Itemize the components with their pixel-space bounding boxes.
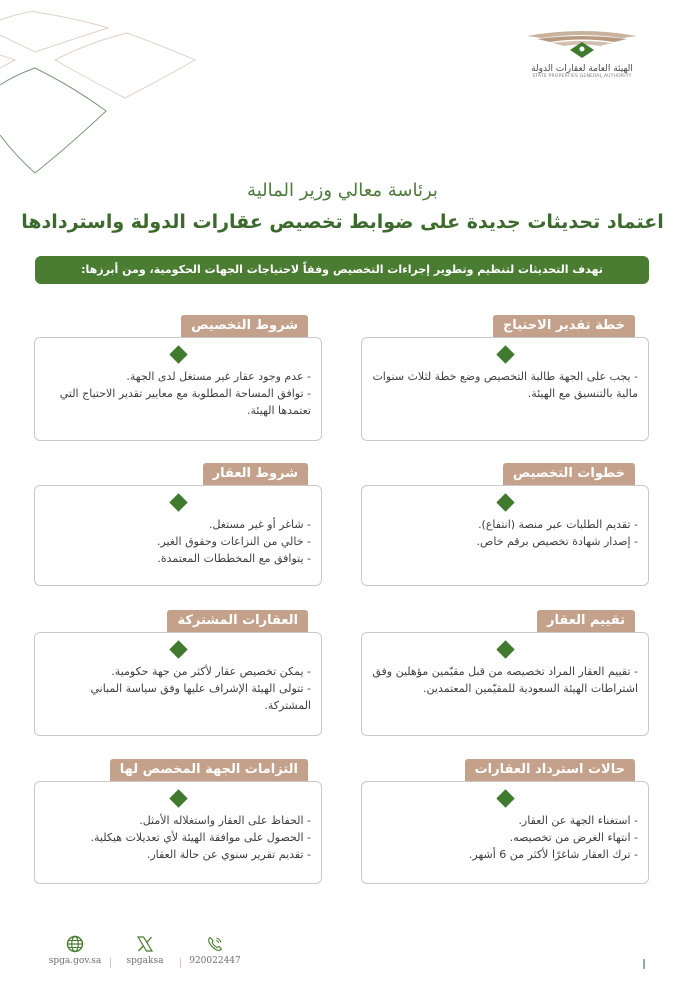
logo-name-ar: الهيئة العامة لعقارات الدولة [531, 64, 633, 74]
phone-link[interactable] [180, 935, 250, 966]
card-allocation-steps [361, 463, 649, 586]
card-recovery-cases [361, 759, 649, 884]
list-item: - انتهاء الغرض من تخصيصه. [509, 831, 638, 844]
card-title: شروط التخصيص [181, 315, 308, 337]
list-item: - تقديم تقرير سنوي عن حالة العقار. [146, 848, 311, 861]
card-items [370, 812, 638, 863]
card-items [370, 663, 638, 697]
phone-icon [206, 935, 224, 953]
card-items [370, 368, 638, 402]
x-handle-text: spgaksa [126, 956, 164, 966]
page-title: اعتماد تحديثات جديدة على ضوابط تخصيص عقارات الدولة واستردادها [21, 211, 664, 233]
list-item: - تقديم الطلبات عبر منصة (انتفاع). [478, 518, 638, 531]
card-body [361, 781, 649, 884]
list-item: - ترك العقار شاغرًا لأكثر من 6 أشهر. [468, 848, 638, 861]
list-item: - توافق المساحة المطلوبة مع معايير تقدير الاحتياج التي تعتمدها الهيئة. [59, 387, 311, 417]
x-logo-icon [136, 935, 154, 953]
list-item: - الحصول على موافقة الهيئة لأي تعديلات هيكلية. [90, 831, 311, 844]
page-marker [643, 959, 645, 969]
card-body [34, 485, 322, 586]
intro-banner: تهدف التحديثات لتنظيم وتطوير إجراءات التخصيص وفقاً لاحتياجات الجهات الحكومية، ومن أبرزها: [35, 256, 649, 284]
card-body [361, 337, 649, 441]
list-item: - عدم وجود عقار غير مستغل لدى الجهة. [126, 370, 311, 383]
decorative-outlines-wrapper [0, 0, 260, 180]
list-item: - استغناء الجهة عن العقار. [518, 814, 638, 827]
card-title: خطة تقدير الاحتياج [493, 315, 635, 337]
diamond-icon [496, 640, 514, 658]
website-text: spga.gov.sa [48, 956, 102, 966]
contact-footer [40, 935, 260, 975]
list-item: - إصدار شهادة تخصيص برقم خاص. [476, 535, 638, 548]
list-item: - تقييم العقار المراد تخصيصه من قبل مقيّمين مؤهلين وفق اشتراطات الهيئة السعودية للمقيّمين المعتمدين. [372, 665, 638, 695]
diamond-icon [169, 789, 187, 807]
diamond-icon [169, 640, 187, 658]
card-property-valuation [361, 610, 649, 736]
card-property-conditions [34, 463, 322, 586]
globe-icon [66, 935, 84, 953]
card-title: خطوات التخصيص [503, 463, 635, 485]
card-title: التزامات الجهة المخصص لها [110, 759, 308, 781]
card-title: حالات استرداد العقارات [465, 759, 635, 781]
list-item: - يتوافق مع المخططات المعتمدة. [157, 552, 311, 565]
card-body [361, 485, 649, 586]
card-title: العقارات المشتركة [167, 610, 308, 632]
card-items [43, 516, 311, 567]
website-link[interactable] [40, 935, 110, 966]
card-title: شروط العقار [203, 463, 308, 485]
card-items [43, 368, 311, 419]
card-need-plan [361, 315, 649, 441]
diamond-icon [496, 789, 514, 807]
card-allocation-conditions [34, 315, 322, 441]
decorative-diamond-outlines [0, 0, 260, 180]
card-items [43, 663, 311, 714]
spga-logo [517, 28, 647, 79]
list-item: - يمكن تخصيص عقار لأكثر من جهة حكومية. [111, 665, 311, 678]
card-body [34, 337, 322, 441]
card-shared-properties [34, 610, 322, 736]
diamond-icon [169, 493, 187, 511]
card-items [370, 516, 638, 550]
list-item: - يجب على الجهة طالبة التخصيص وضع خطة لثلاث سنوات مالية بالتنسيق مع الهيئة. [372, 370, 638, 400]
diamond-icon [496, 493, 514, 511]
phone-text: 920022447 [189, 956, 241, 966]
diamond-icon [169, 345, 187, 363]
card-body [34, 781, 322, 884]
page-subtitle: برئاسة معالي وزير المالية [247, 180, 438, 201]
list-item: - الحفاظ على العقار واستغلاله الأمثل. [139, 814, 311, 827]
list-item: - شاغر أو غير مستغل. [208, 518, 311, 531]
spga-emblem-icon [522, 28, 642, 58]
card-items [43, 812, 311, 863]
card-title: تقييم العقار [537, 610, 635, 632]
card-recipient-obligations [34, 759, 322, 884]
list-item: - تتولى الهيئة الإشراف عليها وفق سياسة المباني المشتركة. [90, 682, 311, 712]
card-body [361, 632, 649, 736]
x-link[interactable] [110, 935, 180, 966]
list-item: - خالي من النزاعات وحقوق الغير. [156, 535, 311, 548]
diamond-icon [496, 345, 514, 363]
card-body [34, 632, 322, 736]
logo-name-en: STATE PROPERTIES GENERAL AUTHORITY [532, 74, 632, 79]
